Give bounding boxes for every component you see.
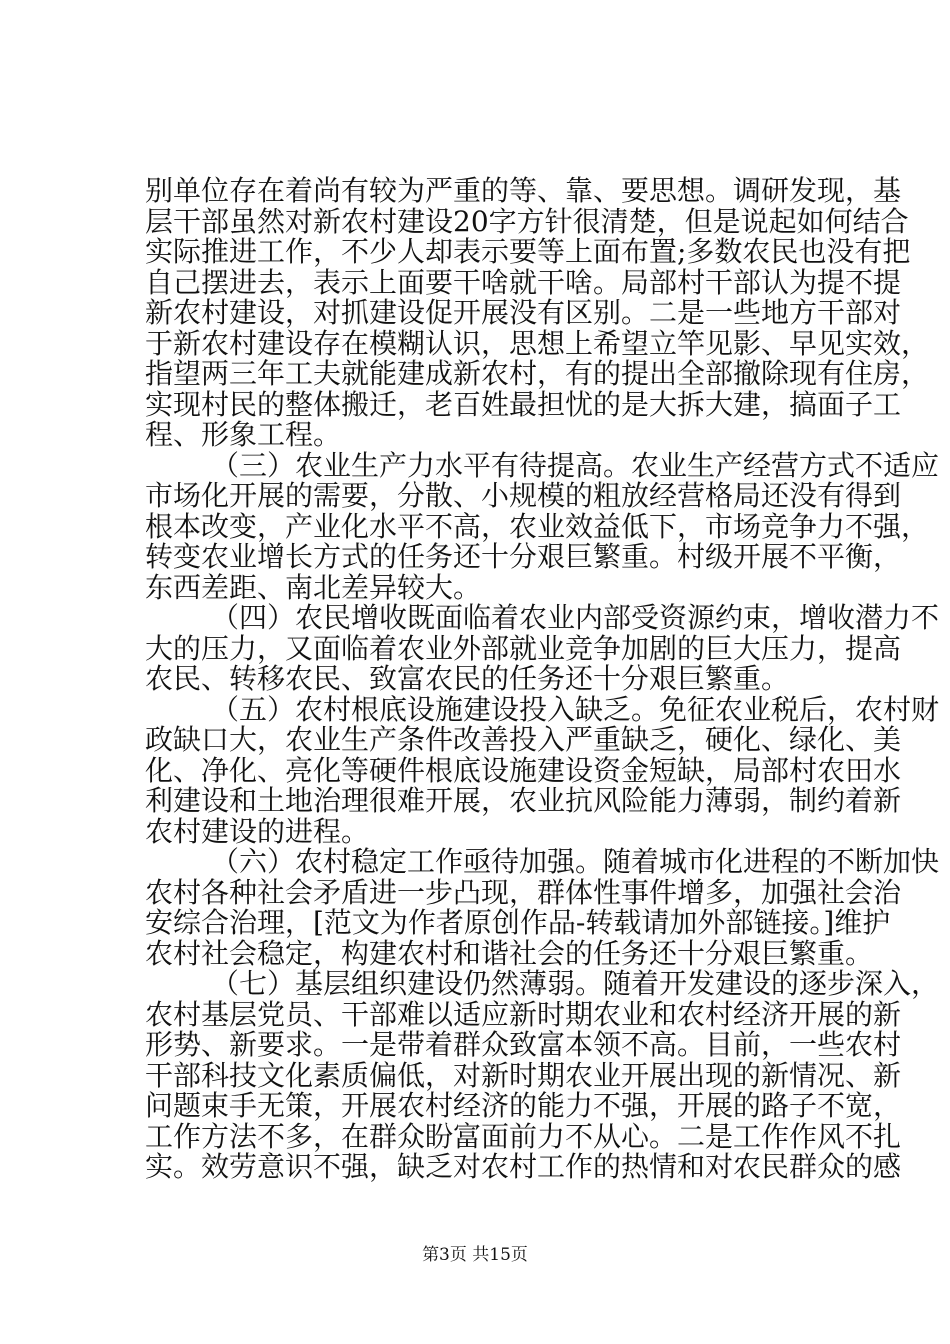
text-line: 根本改变，产业化水平不高，农业效益低下，市场竞争力不强， — [145, 509, 930, 543]
text-line: （七）基层组织建设仍然薄弱。随着开发建设的逐步深入， — [211, 967, 940, 1000]
page-footer: 第3页 共15页 — [422, 1245, 528, 1265]
text-line: 别单位存在着尚有较为严重的等、靠、要思想。调研发现，基 — [145, 174, 902, 207]
paragraph — [145, 845, 940, 970]
paragraph — [145, 601, 940, 695]
text-line: 程、形象工程。 — [145, 418, 342, 451]
text-line: 于新农村建设存在模糊认识，思想上希望立竿见影、早见实效， — [145, 326, 930, 360]
text-line: （六）农村稳定工作亟待加强。随着城市化进程的不断加快 — [211, 845, 940, 878]
text-line: 农村基层党员、干部难以适应新时期农业和农村经济开展的新 — [145, 997, 902, 1031]
text-line: 政缺口大，农业生产条件改善投入严重缺乏，硬化、绿化、美 — [145, 723, 902, 756]
text-line: 实际推进工作，不少人却表示要等上面布置;多数农民也没有把 — [145, 235, 911, 268]
text-line: 大的压力，又面临着农业外部就业竞争加剧的巨大压力，提高 — [145, 631, 902, 665]
text-line: 工作方法不多，在群众盼富面前力不从心。二是工作作风不扎 — [145, 1119, 902, 1153]
text-line: 层干部虽然对新农村建设20字方针很清楚，但是说起如何结合 — [145, 204, 909, 238]
text-line: 东西差距、南北差异较大。 — [145, 570, 482, 604]
paragraph — [145, 692, 940, 848]
text-line: （三）农业生产力水平有待提高。农业生产经营方式不适应 — [211, 448, 940, 482]
text-line: 市场化开展的需要，分散、小规模的粗放经营格局还没有得到 — [145, 479, 902, 512]
text-line: 干部科技文化素质偏低，对新时期农业开展出现的新情况、新 — [145, 1058, 902, 1092]
text-line: 农民、转移农民、致富农民的任务还十分艰巨繁重。 — [145, 662, 790, 695]
paragraph — [145, 174, 930, 451]
paragraph — [145, 448, 940, 604]
text-line: 农村各种社会矛盾进一步凸现，群体性事件增多，加强社会治 — [145, 875, 902, 909]
text-line: 化、净化、亮化等硬件根底设施建设资金短缺，局部村农田水 — [145, 753, 902, 787]
text-line: 农村社会稳定，构建农村和谐社会的任务还十分艰巨繁重。 — [145, 936, 874, 970]
text-line: 实现村民的整体搬迁，老百姓最担忧的是大拆大建，搞面子工 — [145, 387, 902, 421]
text-line: 问题束手无策，开展农村经济的能力不强，开展的路子不宽， — [145, 1089, 902, 1122]
text-line: 形势、新要求。一是带着群众致富本领不高。目前，一些农村 — [145, 1028, 902, 1061]
text-line: 农村建设的进程。 — [145, 814, 370, 848]
text-line: （四）农民增收既面临着农业内部受资源约束，增收潜力不 — [211, 601, 940, 634]
text-line: 指望两三年工夫就能建成新农村，有的提出全部撤除现有住房， — [145, 357, 930, 390]
text-line: 实。效劳意识不强，缺乏对农村工作的热情和对农民群众的感 — [145, 1150, 902, 1183]
document-body — [145, 174, 940, 1183]
text-line: 新农村建设，对抓建设促开展没有区别。二是一些地方干部对 — [145, 296, 902, 329]
text-line: 安综合治理，[范文为作者原创作品-转载请加外部链接。]维护 — [145, 906, 891, 939]
text-line: 自己摆进去，表示上面要干啥就干啥。局部村干部认为提不提 — [145, 265, 902, 299]
text-line: 转变农业增长方式的任务还十分艰巨繁重。村级开展不平衡， — [145, 540, 902, 573]
paragraph — [145, 967, 940, 1183]
text-line: 利建设和土地治理很难开展，农业抗风险能力薄弱，制约着新 — [145, 784, 902, 817]
text-line: （五）农村根底设施建设投入缺乏。免征农业税后，农村财 — [211, 692, 940, 726]
